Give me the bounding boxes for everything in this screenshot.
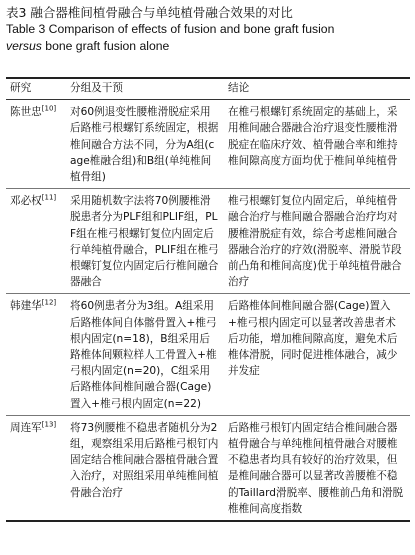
table-row <box>6 189 410 294</box>
author-name: 陈世忠 <box>10 106 42 119</box>
header-conclusion: 结论 <box>224 78 410 100</box>
caption-chinese: 表3 融合器椎间植骨融合与单纯植骨融合效果的对比 <box>6 5 293 20</box>
conclusion-cell: 后路椎体间椎间融合器(Cage)置入+椎弓根内固定可以显著改善患者术后功能，增加椎间隙高度，避免术后椎体滑脱，同时促进椎体融合，减少并发症 <box>224 294 410 415</box>
author-name: 周连军 <box>10 421 42 434</box>
author-name: 韩建华 <box>10 300 42 313</box>
reference-mark: [10] <box>41 104 57 113</box>
caption-english-line1: Table 3 Comparison of effects of fusion and bone graft fusion <box>6 22 335 36</box>
study-cell <box>6 189 66 294</box>
header-study: 研究 <box>6 78 66 100</box>
intervention-cell: 对60例退变性腰椎滑脱症采用后路椎弓根螺钉系统固定，根据椎间融合方法不同，分为A组(cage椎融合组)和B组(单纯椎间植骨组) <box>66 100 224 189</box>
caption-english-versus: versus <box>6 39 42 53</box>
intervention-cell: 将73例腰椎不稳患者随机分为2组，观察组采用后路椎弓根钉内固定结合椎间融合器植骨融合置入治疗，对照组采用单纯椎间植骨融合治疗 <box>66 415 224 521</box>
comparison-table <box>6 77 410 522</box>
table-row <box>6 100 410 189</box>
study-cell <box>6 100 66 189</box>
conclusion-cell: 椎弓根螺钉复位内固定后，单纯植骨融合治疗与椎间融合器融合治疗均对腰椎滑脱症有效，综合考虑椎间融合器融合治疗的疗效(滑脱率、滑脱节段前凸角和椎间高度)优于单纯植骨融合治疗 <box>224 189 410 294</box>
reference-mark: [11] <box>41 193 57 202</box>
reference-mark: [12] <box>41 298 57 307</box>
conclusion-cell: 后路椎弓根钉内固定结合椎间融合器植骨融合与单纯椎间植骨融合对腰椎不稳患者均具有较好的治疗效果，但是椎间融合器可以显著改善腰椎不稳的Taillard滑脱率、腰椎前凸角和滑脱椎椎间高度指数 <box>224 415 410 521</box>
study-cell <box>6 294 66 415</box>
author-name: 邓必权 <box>10 195 42 208</box>
caption-english <box>6 21 411 55</box>
intervention-cell: 采用随机数字法将70例腰椎滑脱患者分为PLF组和PLIF组，PLF组在椎弓根螺钉复位内固定后行单纯植骨融合，PLIF组在椎弓根螺钉复位内固定后行椎间融合器融合 <box>66 189 224 294</box>
study-cell <box>6 415 66 521</box>
header-intervention: 分组及干预 <box>66 78 224 100</box>
table-row <box>6 294 410 415</box>
intervention-cell: 将60例患者分为3组。A组采用后路椎体间自体髂骨置入+椎弓根内固定(n=18)，B组采用后路椎体间颗粒样人工骨置入+椎弓根内固定(n=20)，C组采用后路椎体间椎间融合器(Cage)置入+椎弓根内固定(n=22) <box>66 294 224 415</box>
table-header-row <box>6 78 410 100</box>
conclusion-cell: 在椎弓根螺钉系统固定的基础上，采用椎间融合器融合治疗退变性腰椎滑脱症在临床疗效、植骨融合率和维持椎间隙高度方面均优于椎间单纯植骨 <box>224 100 410 189</box>
table-row <box>6 415 410 521</box>
reference-mark: [13] <box>41 420 57 429</box>
caption-english-rest: bone graft fusion alone <box>41 39 170 53</box>
table-caption <box>6 4 411 55</box>
